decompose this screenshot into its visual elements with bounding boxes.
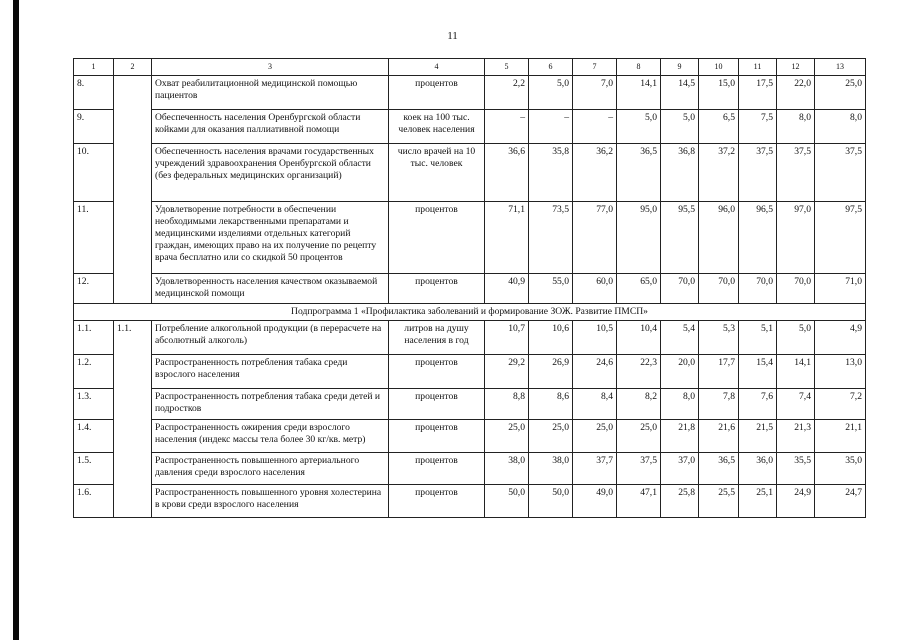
subprogram-cell	[114, 76, 152, 304]
value-cell: 73,5	[529, 202, 573, 274]
unit-of-measure: процентов	[389, 389, 485, 420]
row-number: 1.3.	[74, 389, 114, 420]
indicator-name: Удовлетворенность населения качеством оказываемой медицинской помощи	[152, 274, 389, 304]
unit-of-measure: процентов	[389, 485, 485, 518]
value-cell: 37,2	[699, 144, 739, 202]
table-row	[74, 110, 866, 144]
indicator-name: Распространенность повышенного уровня холестерина в крови среди взрослого населения	[152, 485, 389, 518]
column-header: 7	[573, 59, 617, 76]
value-cell: 37,5	[617, 453, 661, 485]
value-cell: 5,1	[739, 321, 777, 355]
column-header: 11	[739, 59, 777, 76]
value-cell: 35,8	[529, 144, 573, 202]
column-header: 12	[777, 59, 815, 76]
row-number: 11.	[74, 202, 114, 274]
value-cell: 21,3	[777, 420, 815, 453]
column-header: 4	[389, 59, 485, 76]
value-cell: 5,0	[777, 321, 815, 355]
value-cell: 96,0	[699, 202, 739, 274]
value-cell: 5,0	[661, 110, 699, 144]
value-cell: 21,5	[739, 420, 777, 453]
value-cell: 8,6	[529, 389, 573, 420]
value-cell: 55,0	[529, 274, 573, 304]
value-cell: 49,0	[573, 485, 617, 518]
table-row	[74, 321, 866, 355]
value-cell: –	[485, 110, 529, 144]
value-cell: –	[573, 110, 617, 144]
value-cell: 37,5	[739, 144, 777, 202]
value-cell: 65,0	[617, 274, 661, 304]
indicator-name: Потребление алкогольной продукции (в перерасчете на абсолютный алкоголь)	[152, 321, 389, 355]
unit-of-measure: процентов	[389, 76, 485, 110]
value-cell: 7,8	[699, 389, 739, 420]
value-cell: 40,9	[485, 274, 529, 304]
value-cell: 50,0	[485, 485, 529, 518]
row-number: 1.4.	[74, 420, 114, 453]
indicator-name: Распространенность потребления табака среди детей и подростков	[152, 389, 389, 420]
value-cell: 71,0	[815, 274, 866, 304]
unit-of-measure: литров на душу населения в год	[389, 321, 485, 355]
indicator-name: Удовлетворение потребности в обеспечении необходимыми лекарственными препаратами и медицинскими изделиями отдельных категорий граждан, имеющих право на их получение по рецепту врача бесплатно или со скидкой 50 процентов	[152, 202, 389, 274]
value-cell: 95,0	[617, 202, 661, 274]
value-cell: 25,0	[617, 420, 661, 453]
value-cell: 2,2	[485, 76, 529, 110]
value-cell: –	[529, 110, 573, 144]
table-row	[74, 485, 866, 518]
value-cell: 70,0	[699, 274, 739, 304]
value-cell: 8,4	[573, 389, 617, 420]
value-cell: 25,0	[815, 76, 866, 110]
value-cell: 24,7	[815, 485, 866, 518]
value-cell: 5,3	[699, 321, 739, 355]
value-cell: 36,5	[699, 453, 739, 485]
column-header: 3	[152, 59, 389, 76]
value-cell: 37,5	[815, 144, 866, 202]
section-row	[74, 304, 866, 321]
value-cell: 25,5	[699, 485, 739, 518]
value-cell: 36,0	[739, 453, 777, 485]
value-cell: 7,4	[777, 389, 815, 420]
value-cell: 4,9	[815, 321, 866, 355]
row-number: 1.5.	[74, 453, 114, 485]
table-row	[74, 274, 866, 304]
value-cell: 10,6	[529, 321, 573, 355]
value-cell: 5,4	[661, 321, 699, 355]
section-title: Подпрограмма 1 «Профилактика заболеваний и формирование ЗОЖ. Развитие ПМСП»	[74, 304, 866, 321]
indicator-name: Распространенность ожирения среди взрослого населения (индекс массы тела более 30 кг/кв. метр)	[152, 420, 389, 453]
column-header: 5	[485, 59, 529, 76]
value-cell: 37,5	[777, 144, 815, 202]
value-cell: 71,1	[485, 202, 529, 274]
value-cell: 25,8	[661, 485, 699, 518]
scan-edge-bar	[13, 0, 19, 640]
value-cell: 25,0	[573, 420, 617, 453]
subprogram-marker: 1.1.	[114, 321, 152, 518]
value-cell: 8,0	[815, 110, 866, 144]
value-cell: 97,5	[815, 202, 866, 274]
value-cell: 36,8	[661, 144, 699, 202]
unit-of-measure: процентов	[389, 202, 485, 274]
value-cell: 8,0	[661, 389, 699, 420]
value-cell: 21,8	[661, 420, 699, 453]
value-cell: 20,0	[661, 355, 699, 389]
value-cell: 7,6	[739, 389, 777, 420]
table-row	[74, 355, 866, 389]
value-cell: 5,0	[529, 76, 573, 110]
table-row	[74, 202, 866, 274]
column-header: 10	[699, 59, 739, 76]
column-header: 13	[815, 59, 866, 76]
unit-of-measure: процентов	[389, 453, 485, 485]
value-cell: 38,0	[485, 453, 529, 485]
value-cell: 25,0	[485, 420, 529, 453]
page-number: 11	[447, 30, 458, 42]
value-cell: 15,4	[739, 355, 777, 389]
value-cell: 25,1	[739, 485, 777, 518]
value-cell: 70,0	[777, 274, 815, 304]
indicator-name: Распространенность повышенного артериального давления среди взрослого населения	[152, 453, 389, 485]
value-cell: 29,2	[485, 355, 529, 389]
row-number: 12.	[74, 274, 114, 304]
value-cell: 6,5	[699, 110, 739, 144]
table-row	[74, 389, 866, 420]
value-cell: 36,2	[573, 144, 617, 202]
value-cell: 14,5	[661, 76, 699, 110]
table-row	[74, 144, 866, 202]
value-cell: 21,1	[815, 420, 866, 453]
value-cell: 17,7	[699, 355, 739, 389]
value-cell: 95,5	[661, 202, 699, 274]
value-cell: 21,6	[699, 420, 739, 453]
value-cell: 17,5	[739, 76, 777, 110]
unit-of-measure: процентов	[389, 355, 485, 389]
unit-of-measure: процентов	[389, 274, 485, 304]
unit-of-measure: число врачей на 10 тыс. человек	[389, 144, 485, 202]
column-header: 8	[617, 59, 661, 76]
value-cell: 50,0	[529, 485, 573, 518]
table-row	[74, 453, 866, 485]
indicators-table	[73, 58, 866, 518]
value-cell: 37,7	[573, 453, 617, 485]
row-number: 8.	[74, 76, 114, 110]
value-cell: 35,0	[815, 453, 866, 485]
value-cell: 8,8	[485, 389, 529, 420]
column-header: 1	[74, 59, 114, 76]
unit-of-measure: процентов	[389, 420, 485, 453]
value-cell: 25,0	[529, 420, 573, 453]
value-cell: 10,4	[617, 321, 661, 355]
value-cell: 97,0	[777, 202, 815, 274]
value-cell: 10,7	[485, 321, 529, 355]
row-number: 10.	[74, 144, 114, 202]
value-cell: 10,5	[573, 321, 617, 355]
value-cell: 38,0	[529, 453, 573, 485]
column-header: 9	[661, 59, 699, 76]
value-cell: 7,5	[739, 110, 777, 144]
value-cell: 15,0	[699, 76, 739, 110]
value-cell: 13,0	[815, 355, 866, 389]
indicator-name: Охват реабилитационной медицинской помощью пациентов	[152, 76, 389, 110]
table-row	[74, 420, 866, 453]
value-cell: 37,0	[661, 453, 699, 485]
indicator-name: Обеспеченность населения врачами государственных учреждений здравоохранения Оренбургской области (без федеральных медицинских организаций)	[152, 144, 389, 202]
value-cell: 36,5	[617, 144, 661, 202]
unit-of-measure: коек на 100 тыс. человек населения	[389, 110, 485, 144]
value-cell: 8,2	[617, 389, 661, 420]
value-cell: 14,1	[617, 76, 661, 110]
value-cell: 8,0	[777, 110, 815, 144]
value-cell: 24,9	[777, 485, 815, 518]
value-cell: 77,0	[573, 202, 617, 274]
value-cell: 60,0	[573, 274, 617, 304]
value-cell: 22,0	[777, 76, 815, 110]
column-header: 2	[114, 59, 152, 76]
value-cell: 26,9	[529, 355, 573, 389]
value-cell: 36,6	[485, 144, 529, 202]
value-cell: 22,3	[617, 355, 661, 389]
value-cell: 24,6	[573, 355, 617, 389]
column-header-row	[74, 59, 866, 76]
value-cell: 14,1	[777, 355, 815, 389]
indicator-name: Распространенность потребления табака среди взрослого населения	[152, 355, 389, 389]
row-number: 1.1.	[74, 321, 114, 355]
value-cell: 96,5	[739, 202, 777, 274]
value-cell: 7,2	[815, 389, 866, 420]
table-row	[74, 76, 866, 110]
value-cell: 70,0	[739, 274, 777, 304]
value-cell: 35,5	[777, 453, 815, 485]
value-cell: 70,0	[661, 274, 699, 304]
row-number: 9.	[74, 110, 114, 144]
row-number: 1.6.	[74, 485, 114, 518]
value-cell: 5,0	[617, 110, 661, 144]
value-cell: 47,1	[617, 485, 661, 518]
column-header: 6	[529, 59, 573, 76]
value-cell: 7,0	[573, 76, 617, 110]
indicator-name: Обеспеченность населения Оренбургской области койками для оказания паллиативной помощи	[152, 110, 389, 144]
row-number: 1.2.	[74, 355, 114, 389]
